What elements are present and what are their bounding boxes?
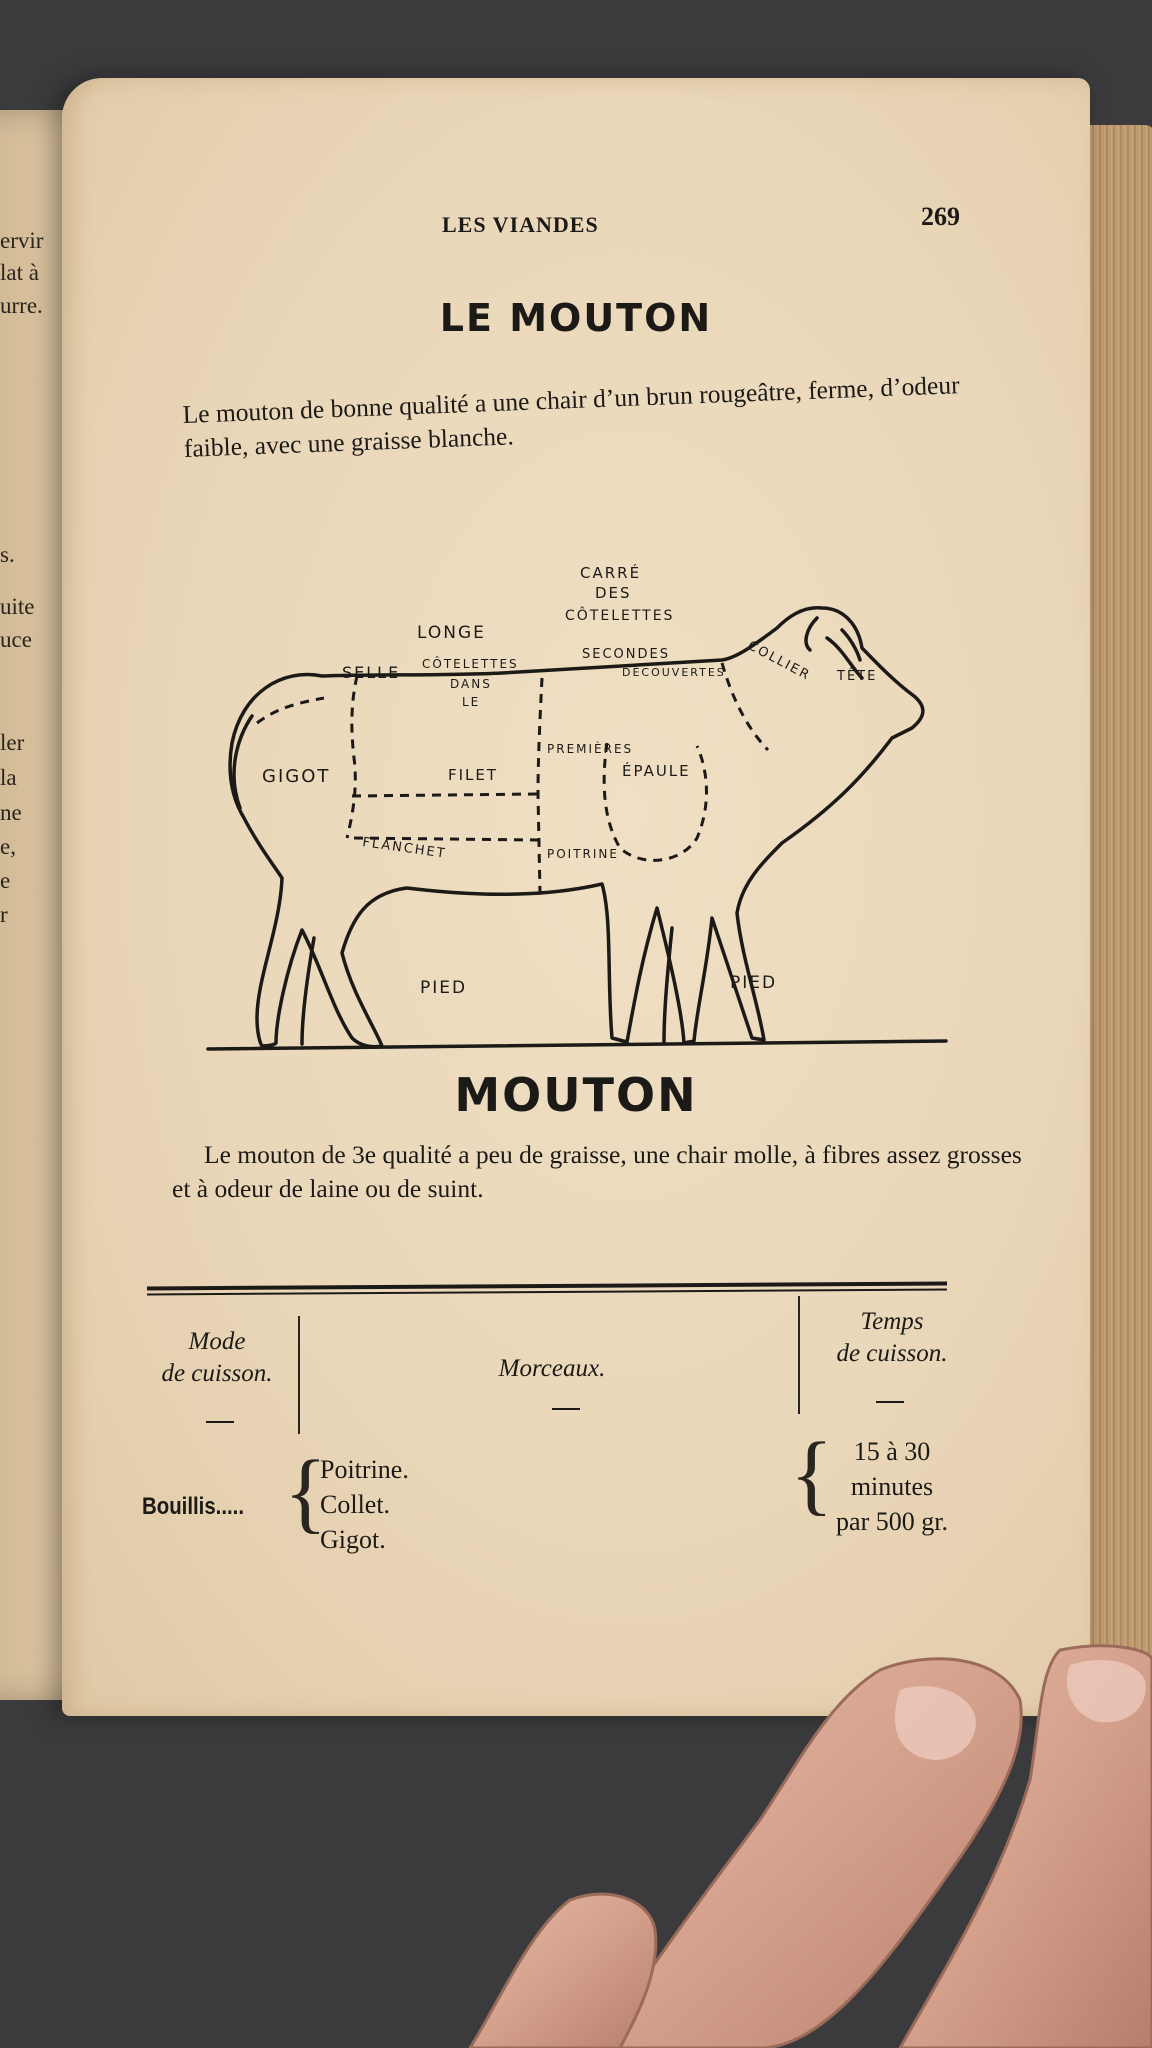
left-fragment: lat à [0, 260, 39, 285]
row-items [320, 1452, 409, 1557]
third-quality-paragraph: Le mouton de 3e qualité a peu de graisse, une chair molle, à fibres assez grosses et à odeur de laine ou de suint. [172, 1140, 1022, 1203]
page-title: LE MOUTON [439, 296, 713, 340]
column-divider [798, 1296, 800, 1414]
header-temps-line2: de cuisson. [836, 1340, 948, 1367]
header-morceaux: Morceaux. [498, 1355, 606, 1382]
left-fragment: ne [0, 800, 22, 825]
left-fragment: s. [0, 542, 15, 567]
header-mode-line1: Mode [188, 1328, 246, 1355]
label-secondes: SECONDES [582, 647, 670, 662]
left-fragment: e, [0, 834, 16, 859]
left-fragment: r [0, 902, 8, 927]
label-gigot: GIGOT [262, 766, 331, 787]
left-fragment: uce [0, 627, 32, 652]
header-mode-line2: de cuisson. [161, 1360, 273, 1387]
row-mode-label: Bouillis..... [142, 1493, 245, 1520]
left-fragment: ler [0, 730, 25, 755]
label-pied-back: PIED [420, 978, 468, 998]
label-cotelettes-filet-1: CÔTELETTES [422, 657, 519, 671]
page-number: 269 [921, 202, 960, 231]
label-cotelettes: CÔTELETTES [565, 608, 675, 624]
row-time [822, 1434, 962, 1539]
intro-paragraph: Le mouton de bonne qualité a une chair d’un brun rougeâtre, ferme, d’odeur faible, avec une graisse blanche. [182, 370, 961, 463]
finger-index [600, 1659, 1021, 2048]
label-carre: CARRÉ [580, 564, 642, 582]
label-tete: TÊTE [837, 669, 878, 684]
book-page [62, 78, 1090, 1716]
row-time-line: par 500 gr. [836, 1507, 948, 1536]
left-fragment: uite [0, 594, 35, 619]
row-time-line: 15 à 30 [853, 1437, 931, 1466]
sheep-cuts-diagram [202, 498, 962, 1058]
left-fragment: ervir [0, 228, 44, 253]
row-item: Gigot. [320, 1525, 386, 1554]
row-item: Poitrine. [320, 1455, 409, 1484]
label-poitrine: POITRINE [547, 847, 619, 861]
cut-lines [257, 663, 768, 893]
brace-right: { [790, 1425, 834, 1524]
label-pied-front: PIED [730, 973, 778, 993]
left-fragment: la [0, 765, 17, 790]
row-item: Collet. [320, 1490, 391, 1519]
dash-mode [206, 1421, 234, 1423]
sheep-outline [230, 608, 923, 1047]
label-flanchet: FLANCHET [361, 835, 448, 862]
label-cotelettes-filet-2: DANS [450, 677, 492, 691]
label-des: DES [595, 584, 632, 602]
running-header: LES VIANDES [442, 212, 599, 237]
label-filet: FILET [448, 766, 499, 784]
left-fragment: e [0, 868, 11, 893]
row-time-line: minutes [850, 1472, 934, 1501]
label-epaule: ÉPAULE [622, 762, 691, 780]
label-decouvertes: DÉCOUVERTES [622, 666, 726, 679]
column-divider [298, 1316, 300, 1434]
label-selle: SELLE [342, 663, 401, 682]
diagram-caption: MOUTON [454, 1068, 698, 1122]
dash-temps [876, 1401, 904, 1403]
thumb [470, 1894, 656, 2048]
dash-morceaux [552, 1408, 580, 1410]
label-collier: COLLIER [745, 638, 813, 684]
header-temps [812, 1306, 972, 1370]
label-longe: LONGE [417, 623, 486, 643]
header-mode [142, 1326, 292, 1390]
header-temps-line1: Temps [860, 1308, 924, 1335]
ground-line [208, 1041, 946, 1049]
label-cotelettes-filet-3: LE [462, 695, 481, 709]
label-premieres: PREMIÈRES [547, 742, 634, 756]
brace-left: { [284, 1443, 328, 1542]
left-fragment: urre. [0, 293, 43, 318]
